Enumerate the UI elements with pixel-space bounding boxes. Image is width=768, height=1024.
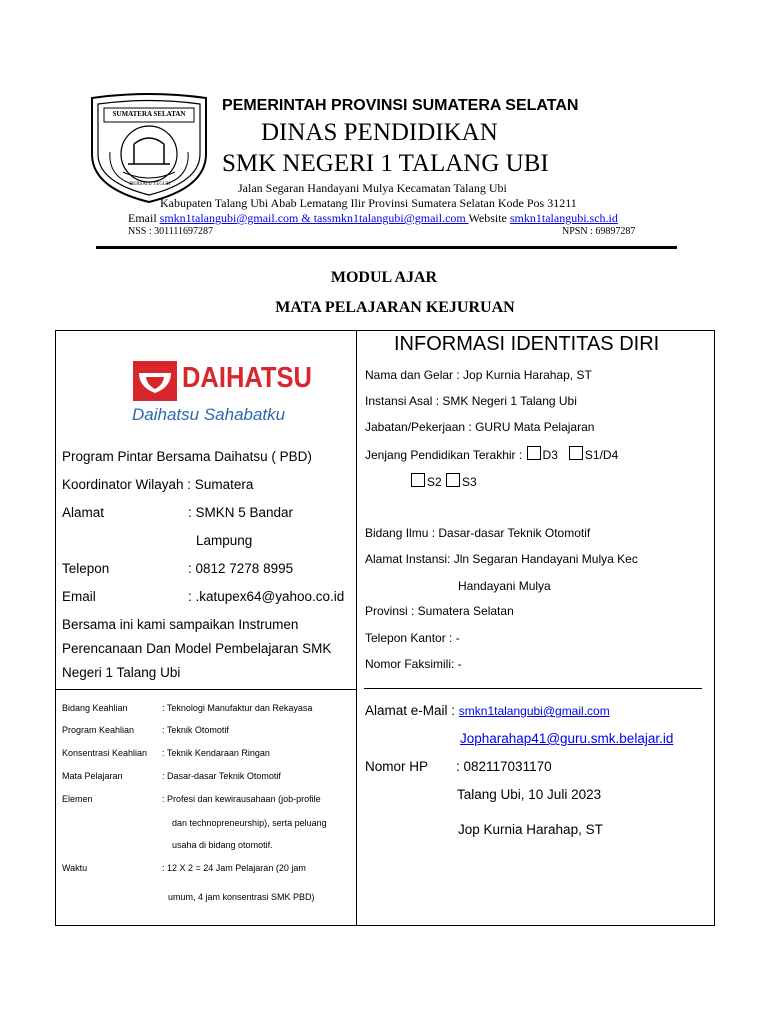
d3-label: D3 bbox=[542, 448, 558, 462]
s2-label: S2 bbox=[427, 475, 442, 489]
elemen-cont-2: usaha di bidang otomotif. bbox=[172, 840, 273, 850]
hp-value: : 082117031170 bbox=[456, 759, 552, 774]
jabatan: Jabatan/Pekerjaan : GURU Mata Pelajaran bbox=[365, 420, 595, 434]
intro-line-1: Bersama ini kami sampaikan Instrumen bbox=[62, 617, 299, 632]
identity-heading: INFORMASI IDENTITAS DIRI bbox=[394, 333, 660, 355]
detail-label: Mata Pelajaran bbox=[62, 771, 123, 781]
telepon-kantor: Telepon Kantor : - bbox=[365, 631, 460, 645]
s1-d4-checkbox[interactable] bbox=[569, 446, 583, 460]
header-address-1: Jalan Segaran Handayani Mulya Kecamatan Talang Ubi bbox=[238, 181, 507, 195]
telepon-label: Telepon bbox=[62, 561, 110, 576]
intro-line-3: Negeri 1 Talang Ubi bbox=[62, 665, 181, 680]
intro-line-2: Perencanaan Dan Model Pembelajaran SMK bbox=[62, 641, 332, 656]
email-link-1[interactable]: smkn1talangubi@gmail.com bbox=[458, 704, 610, 718]
header-divider bbox=[96, 246, 677, 249]
s2-checkbox[interactable] bbox=[411, 473, 425, 487]
jenjang-label: Jenjang Pendidikan Terakhir : bbox=[365, 448, 526, 462]
alamat-value-2: Lampung bbox=[196, 533, 253, 548]
email-value-left: : .katupex64@yahoo.co.id bbox=[188, 589, 345, 604]
doc-subtitle: MATA PELAJARAN KEJURUAN bbox=[275, 299, 515, 316]
waktu-value: : 12 X 2 = 24 Jam Pelajaran (20 jam bbox=[162, 863, 306, 873]
header-npsn: NPSN : 69897287 bbox=[562, 226, 636, 237]
alamat-label: Alamat bbox=[62, 505, 105, 520]
provinsi: Provinsi : Sumatera Selatan bbox=[365, 604, 514, 618]
detail-value: : Teknik Otomotif bbox=[162, 725, 229, 735]
detail-label: Konsentrasi Keahlian bbox=[62, 748, 148, 758]
header-address-2: Kabupaten Talang Ubi Abab Lematang Ilir Provinsi Sumatera Selatan Kode Pos 31211 bbox=[160, 196, 577, 210]
header-email-link[interactable]: smkn1talangubi@gmail.com & tassmkn1talangubi@gmail.com bbox=[159, 211, 469, 225]
detail-value: : Teknologi Manufaktur dan Rekayasa bbox=[162, 703, 313, 713]
waktu-label: Waktu bbox=[62, 863, 88, 873]
jenjang-options-2 bbox=[410, 473, 477, 489]
alamat-instansi: Alamat Instansi: Jln Segaran Handayani Mulya Kec bbox=[365, 552, 638, 566]
header-nss: NSS : 301111697287 bbox=[128, 226, 214, 237]
right-divider bbox=[364, 688, 702, 689]
telepon-value: : 0812 7278 8995 bbox=[188, 561, 294, 576]
header-website-link[interactable]: smkn1talangubi.sch.id bbox=[509, 211, 618, 225]
jenjang-pendidikan bbox=[365, 446, 618, 462]
header-government: PEMERINTAH PROVINSI SUMATERA SELATAN bbox=[222, 97, 579, 114]
s1-d4-label: S1/D4 bbox=[584, 448, 619, 462]
doc-title: MODUL AJAR bbox=[330, 269, 438, 286]
daihatsu-brand: DAIHATSU bbox=[182, 362, 312, 394]
d3-checkbox[interactable] bbox=[527, 446, 541, 460]
alamat-instansi-2: Handayani Mulya bbox=[458, 579, 551, 593]
signer-name: Jop Kurnia Harahap, ST bbox=[458, 822, 603, 837]
email-label-right: Alamat e-Mail : bbox=[365, 703, 459, 718]
website-label: Website bbox=[468, 211, 510, 225]
regional-seal bbox=[88, 92, 210, 204]
daihatsu-logo bbox=[133, 361, 177, 401]
daihatsu-tagline: Daihatsu Sahabatku bbox=[132, 405, 286, 424]
signature-date: Talang Ubi, 10 Juli 2023 bbox=[457, 787, 602, 802]
detail-label: Program Keahlian bbox=[62, 725, 135, 735]
column-divider bbox=[356, 330, 357, 926]
seal-bottom-text: BERSATU TEGUH bbox=[129, 182, 171, 187]
detail-label: Bidang Keahlian bbox=[62, 703, 128, 713]
seal-top-text: SUMATERA SELATAN bbox=[112, 110, 186, 118]
s3-label: S3 bbox=[462, 475, 477, 489]
detail-value: : Dasar-dasar Teknik Otomotif bbox=[162, 771, 281, 781]
email-row bbox=[365, 703, 610, 718]
detail-label: Elemen bbox=[62, 794, 93, 804]
header-contact bbox=[128, 211, 618, 226]
hp-label: Nomor HP bbox=[365, 759, 429, 774]
left-inner-divider bbox=[55, 689, 356, 690]
email-label-left: Email bbox=[62, 589, 96, 604]
instansi-asal: Instansi Asal : SMK Negeri 1 Talang Ubi bbox=[365, 394, 577, 408]
nama-gelar: Nama dan Gelar : Jop Kurnia Harahap, ST bbox=[365, 368, 592, 382]
detail-value: : Teknik Kendaraan Ringan bbox=[162, 748, 270, 758]
email-label: Email bbox=[128, 211, 160, 225]
header-school: SMK NEGERI 1 TALANG UBI bbox=[222, 150, 549, 177]
s3-checkbox[interactable] bbox=[446, 473, 460, 487]
bidang-ilmu: Bidang Ilmu : Dasar-dasar Teknik Otomotif bbox=[365, 526, 591, 540]
koordinator: Koordinator Wilayah : Sumatera bbox=[62, 477, 254, 492]
elemen-cont-1: dan technopreneurship), serta peluang bbox=[172, 818, 327, 828]
program-name: Program Pintar Bersama Daihatsu ( PBD) bbox=[62, 449, 312, 464]
header-department: DINAS PENDIDIKAN bbox=[261, 119, 498, 146]
email-link-2[interactable]: Jopharahap41@guru.smk.belajar.id bbox=[460, 731, 674, 746]
detail-value: : Profesi dan kewirausahaan (job-profile bbox=[162, 794, 321, 804]
alamat-value: : SMKN 5 Bandar bbox=[188, 505, 294, 520]
waktu-cont: umum, 4 jam konsentrasi SMK PBD) bbox=[168, 892, 315, 902]
nomor-faksimili: Nomor Faksimili: - bbox=[365, 657, 462, 671]
